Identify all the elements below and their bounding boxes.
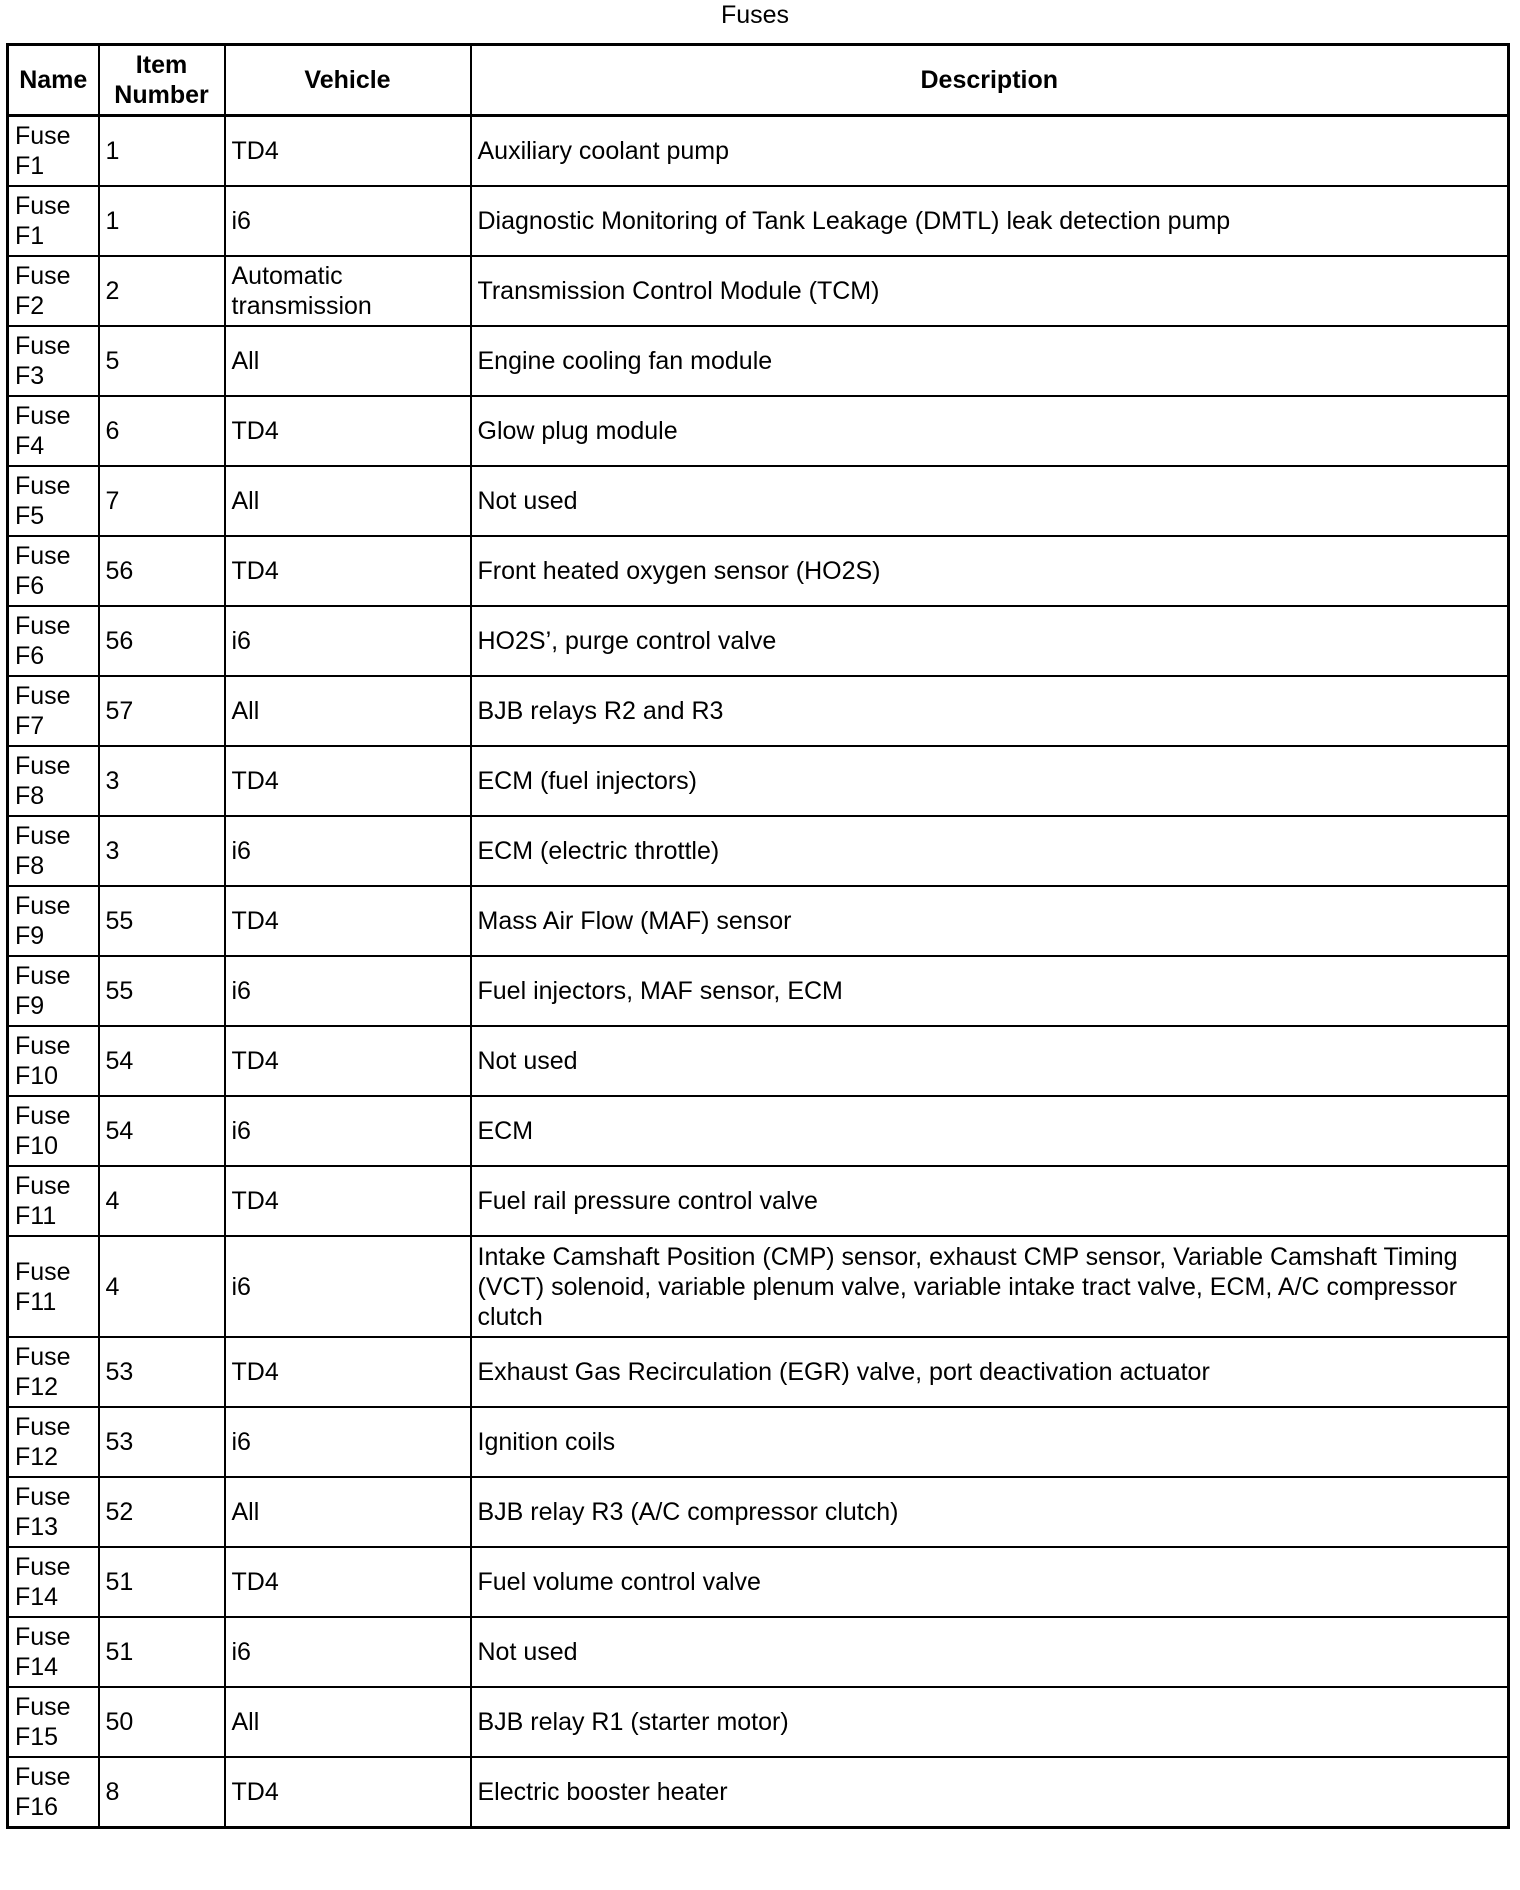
cell-description: ECM (fuel injectors) xyxy=(471,746,1509,816)
table-row xyxy=(8,746,1509,816)
cell-vehicle: TD4 xyxy=(225,396,471,466)
cell-description: Transmission Control Module (TCM) xyxy=(471,256,1509,326)
cell-item-number: 51 xyxy=(99,1617,225,1687)
cell-description: Fuel rail pressure control valve xyxy=(471,1166,1509,1236)
cell-description: Glow plug module xyxy=(471,396,1509,466)
table-row xyxy=(8,1166,1509,1236)
cell-name: Fuse F11 xyxy=(8,1236,99,1337)
cell-item-number: 53 xyxy=(99,1337,225,1407)
cell-item-number: 8 xyxy=(99,1757,225,1828)
cell-name: Fuse F13 xyxy=(8,1477,99,1547)
cell-description: Fuel volume control valve xyxy=(471,1547,1509,1617)
table-body xyxy=(8,116,1509,1828)
table-row xyxy=(8,1617,1509,1687)
cell-item-number: 55 xyxy=(99,956,225,1026)
cell-item-number: 56 xyxy=(99,606,225,676)
cell-description: ECM xyxy=(471,1096,1509,1166)
cell-description: Not used xyxy=(471,1026,1509,1096)
cell-name: Fuse F12 xyxy=(8,1407,99,1477)
cell-item-number: 53 xyxy=(99,1407,225,1477)
column-header-vehicle: Vehicle xyxy=(225,45,471,116)
table-row xyxy=(8,1236,1509,1337)
cell-name: Fuse F6 xyxy=(8,606,99,676)
cell-name: Fuse F11 xyxy=(8,1166,99,1236)
table-row xyxy=(8,536,1509,606)
fuses-table xyxy=(6,43,1510,1829)
cell-vehicle: TD4 xyxy=(225,886,471,956)
cell-item-number: 6 xyxy=(99,396,225,466)
cell-name: Fuse F6 xyxy=(8,536,99,606)
cell-description: Diagnostic Monitoring of Tank Leakage (DMTL) leak detection pump xyxy=(471,186,1509,256)
cell-description: BJB relays R2 and R3 xyxy=(471,676,1509,746)
cell-item-number: 1 xyxy=(99,186,225,256)
cell-name: Fuse F14 xyxy=(8,1547,99,1617)
cell-description: Electric booster heater xyxy=(471,1757,1509,1828)
cell-name: Fuse F10 xyxy=(8,1096,99,1166)
cell-description: Front heated oxygen sensor (HO2S) xyxy=(471,536,1509,606)
header-row xyxy=(8,45,1509,116)
cell-description: HO2S’, purge control valve xyxy=(471,606,1509,676)
cell-vehicle: TD4 xyxy=(225,1757,471,1828)
cell-name: Fuse F2 xyxy=(8,256,99,326)
cell-vehicle: All xyxy=(225,1687,471,1757)
cell-item-number: 1 xyxy=(99,116,225,187)
cell-description: Exhaust Gas Recirculation (EGR) valve, port deactivation actuator xyxy=(471,1337,1509,1407)
cell-item-number: 52 xyxy=(99,1477,225,1547)
cell-vehicle: All xyxy=(225,466,471,536)
table-row xyxy=(8,116,1509,187)
cell-vehicle: i6 xyxy=(225,1617,471,1687)
cell-vehicle: All xyxy=(225,676,471,746)
cell-vehicle: i6 xyxy=(225,956,471,1026)
table-row xyxy=(8,466,1509,536)
cell-item-number: 4 xyxy=(99,1166,225,1236)
cell-description: Fuel injectors, MAF sensor, ECM xyxy=(471,956,1509,1026)
cell-description: Not used xyxy=(471,466,1509,536)
cell-name: Fuse F1 xyxy=(8,186,99,256)
cell-name: Fuse F10 xyxy=(8,1026,99,1096)
table-row xyxy=(8,886,1509,956)
cell-name: Fuse F16 xyxy=(8,1757,99,1828)
cell-vehicle: TD4 xyxy=(225,1547,471,1617)
cell-item-number: 2 xyxy=(99,256,225,326)
cell-item-number: 5 xyxy=(99,326,225,396)
table-row xyxy=(8,186,1509,256)
cell-description: Engine cooling fan module xyxy=(471,326,1509,396)
table-row xyxy=(8,676,1509,746)
table-row xyxy=(8,1407,1509,1477)
cell-vehicle: TD4 xyxy=(225,536,471,606)
cell-vehicle: Automatic transmission xyxy=(225,256,471,326)
cell-vehicle: TD4 xyxy=(225,1337,471,1407)
cell-vehicle: TD4 xyxy=(225,746,471,816)
cell-vehicle: All xyxy=(225,326,471,396)
cell-description: Intake Camshaft Position (CMP) sensor, exhaust CMP sensor, Variable Camshaft Timing (VCT) solenoid, variable plenum valve, variable intake tract valve, ECM, A/C compressor clutch xyxy=(471,1236,1509,1337)
cell-description: Ignition coils xyxy=(471,1407,1509,1477)
table-row xyxy=(8,256,1509,326)
cell-name: Fuse F14 xyxy=(8,1617,99,1687)
cell-item-number: 51 xyxy=(99,1547,225,1617)
cell-description: BJB relay R3 (A/C compressor clutch) xyxy=(471,1477,1509,1547)
cell-item-number: 3 xyxy=(99,816,225,886)
cell-description: Mass Air Flow (MAF) sensor xyxy=(471,886,1509,956)
cell-item-number: 54 xyxy=(99,1096,225,1166)
table-row xyxy=(8,396,1509,466)
cell-name: Fuse F3 xyxy=(8,326,99,396)
cell-vehicle: TD4 xyxy=(225,116,471,187)
cell-name: Fuse F7 xyxy=(8,676,99,746)
cell-name: Fuse F15 xyxy=(8,1687,99,1757)
cell-item-number: 4 xyxy=(99,1236,225,1337)
cell-name: Fuse F8 xyxy=(8,816,99,886)
table-row xyxy=(8,1547,1509,1617)
cell-item-number: 7 xyxy=(99,466,225,536)
cell-item-number: 57 xyxy=(99,676,225,746)
table-row xyxy=(8,326,1509,396)
cell-name: Fuse F8 xyxy=(8,746,99,816)
cell-vehicle: TD4 xyxy=(225,1026,471,1096)
cell-name: Fuse F12 xyxy=(8,1337,99,1407)
cell-vehicle: i6 xyxy=(225,816,471,886)
table-row xyxy=(8,1477,1509,1547)
cell-vehicle: i6 xyxy=(225,1096,471,1166)
table-caption: Fuses xyxy=(720,1,790,29)
cell-description: Not used xyxy=(471,1617,1509,1687)
table-row xyxy=(8,1026,1509,1096)
cell-name: Fuse F5 xyxy=(8,466,99,536)
table-row xyxy=(8,1096,1509,1166)
cell-vehicle: i6 xyxy=(225,186,471,256)
table-row xyxy=(8,816,1509,886)
cell-vehicle: TD4 xyxy=(225,1166,471,1236)
cell-name: Fuse F1 xyxy=(8,116,99,187)
cell-name: Fuse F4 xyxy=(8,396,99,466)
cell-item-number: 3 xyxy=(99,746,225,816)
column-header-item-number: Item Number xyxy=(99,45,225,116)
column-header-name: Name xyxy=(8,45,99,116)
cell-description: ECM (electric throttle) xyxy=(471,816,1509,886)
cell-name: Fuse F9 xyxy=(8,886,99,956)
cell-item-number: 56 xyxy=(99,536,225,606)
cell-name: Fuse F9 xyxy=(8,956,99,1026)
cell-description: Auxiliary coolant pump xyxy=(471,116,1509,187)
cell-vehicle: i6 xyxy=(225,1236,471,1337)
cell-vehicle: i6 xyxy=(225,606,471,676)
cell-vehicle: i6 xyxy=(225,1407,471,1477)
cell-description: BJB relay R1 (starter motor) xyxy=(471,1687,1509,1757)
table-row xyxy=(8,606,1509,676)
cell-item-number: 55 xyxy=(99,886,225,956)
table-row xyxy=(8,1337,1509,1407)
column-header-description: Description xyxy=(471,45,1509,116)
cell-item-number: 54 xyxy=(99,1026,225,1096)
table-row xyxy=(8,1687,1509,1757)
cell-vehicle: All xyxy=(225,1477,471,1547)
table-row xyxy=(8,956,1509,1026)
cell-item-number: 50 xyxy=(99,1687,225,1757)
table-row xyxy=(8,1757,1509,1828)
